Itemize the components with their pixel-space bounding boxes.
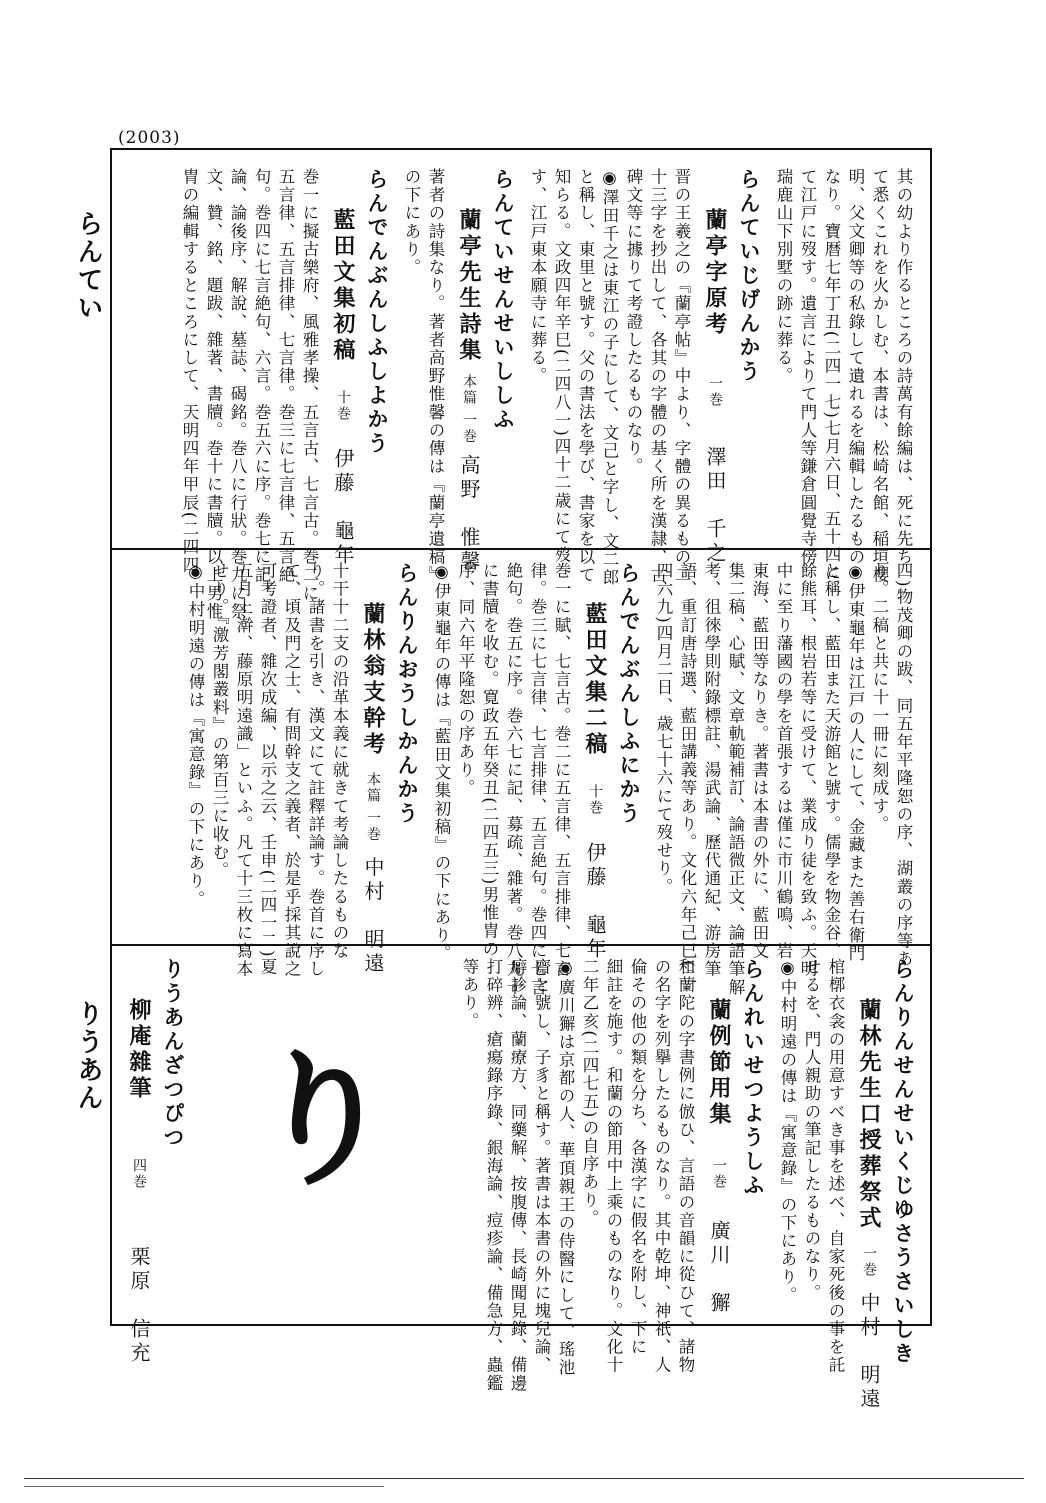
text-column: 晋の王羲之の『蘭亭帖』中より、字體の異るもの二 [672,168,691,585]
text-column: ◉中村明遠の傳は『寓意錄』の下にあり。 [186,562,205,909]
entry-volumes: 一巻 [861,1246,877,1278]
entry-title-column [856,998,882,1412]
entry-reading: らんでんぶんしふしよかう [365,168,389,456]
text-column: 棺槨衣衾の用意すべき事を述べ、自家死後の事を託 [826,958,845,1375]
text-column: 四六九)四月二日、歳七十六にて歿せり。 [654,562,673,896]
side-label-bottom: りうあん [73,1000,103,1112]
text-column: の下にあり。 [402,168,421,277]
text-column: 四)物茂卿の跋、同五年平隆恕の序、湖叢の序等あ [894,562,913,969]
text-column: 句。巻四に七言絶句、六言。巻五六に序。巻七に記、 [252,168,271,603]
text-column: なり。寶暦七年丁丑(二四一七)七月六日、五十四に [822,168,841,583]
entry-author: 澤田 千之 [703,446,727,566]
text-column: 知らる。文政四年辛巳(二四八一)四十二歳にて歿 [552,168,571,565]
entry-volumes: 本篇 一巻 [365,772,381,843]
text-column: 考、徂徠學則附錄標註、湯武論、歷代通紀、游房筆 [702,562,721,979]
entry-reading: りうあんざつぴつ [161,958,185,1150]
text-column: 集二稿、心賦、文章軌範補訂、論語微正文、論語筆解 [726,562,745,997]
text-column: 打碎辨、瘡瘍錄序錄、銀海論、痘疹論、備急方、蟲鑑 [484,958,503,1393]
entry-author: 高野 惟馨 [457,454,481,575]
entry-reading: らんりんおうしかんかう [395,562,419,826]
text-column: ◉伊東龜年の傳は『藍田文集初稿』の下にあり。 [432,562,451,963]
entry-title: 蘭亭先生詩集 [456,208,482,364]
text-column: て江戸に歿す。遺言によりて門人等鎌倉圓覺寺傍 [798,168,817,567]
text-column: り。諸書を引き、漢文にて註釋詳論す。巻首に序し [306,562,325,979]
text-column: 十三字を抄出して、各其の字體の基く所を漢隷、古 [648,168,667,585]
entry-volumes: 一巻 [707,376,723,408]
entry-title-column [360,602,386,977]
entry-author: 伊藤 龜年 [583,842,607,962]
text-column: 文、贊、銘、題跋、雜著、書牘。巻十に書牘。以上男惟 [204,168,223,621]
entry-reading: らんていじげんかう [737,168,761,384]
section-initial-kana: り [223,1040,399,1190]
text-column: せり。『激芳閣叢料』の第百三に收む。 [210,562,229,880]
entry-title: 藍田文集二稿 [582,602,608,758]
text-column: 序、同六年平隆恕の序あり。 [456,562,475,798]
text-column: に書牘を收む。寛政五年癸丑(二四五三)男惟胄の [480,562,499,959]
text-column: ◉中村明遠の傳は『寓意錄』の下にあり。 [778,958,797,1305]
entry-title: 柳庵雜筆 [126,998,152,1102]
text-column: り。二稿と共に十一冊に刻成す。 [870,562,889,834]
text-column: 倫その他の類を分ち、各漢字に假名を附し、下に [628,958,647,1357]
text-column: 和蘭陀の字書例に倣ひ、言語の音韻に從ひて、諸物 [676,958,695,1375]
text-column: 論、論後序、解說、墓誌、碣銘。巻八に行狀。巻九に祭 [228,168,247,621]
footer-rule [24,1478,1024,1479]
entry-volumes: 一巻 [711,1158,727,1190]
entry-title-column [330,208,356,568]
footer-rule-short [24,1486,384,1487]
text-column: 胄の編輯するところにして、天明四年甲辰(二四四 [180,168,199,575]
entry-title: 蘭林翁支幹考 [360,602,386,758]
text-column: 瑞鹿山下別墅の跡に葬る。 [774,168,793,386]
text-column: 著者の詩集なり。著者高野惟馨の傳は『蘭亭遺稿』 [426,168,445,585]
text-column: 二年乙亥(二四七五)の自序あり。 [580,958,599,1228]
text-column: 絶句。巻五に序。巻六七に記、募疏、雜著。巻八九十 [504,562,523,997]
text-column: 十干十二支の沿革本義に就きて考論したるものな [330,562,349,961]
text-column: と稱し、東里と號す。父の書法を學び、書家を以て [576,168,595,585]
text-column: ◉廣川獬は京都の人、華頂親王の侍醫にして、瑤池 [556,958,575,1377]
text-column: 可考證者、雜次成編、以示之云、壬申(二四一二)夏 [258,562,277,977]
entry-title-column [456,208,482,575]
entry-reading: らんれいせつようしふ [741,958,765,1198]
entry-reading: らんでんぶんしふにかう [617,562,641,826]
side-label-top: らんてい [73,210,103,322]
entry-author: 栗原 信充 [127,1246,151,1366]
entry-title-column [706,998,732,1316]
entry-title-column [126,998,152,1366]
entry-volumes: 十巻 [587,784,603,816]
entry-author: 中村 明遠 [857,1292,881,1412]
entry-author: 廣川 獬 [707,1220,731,1316]
text-column: て悉くこれを火かしむ、本書は、松崎名館、稲垣櫻 [870,168,889,585]
text-column: す、江戸東本願寺に葬る。 [528,168,547,386]
text-column: 癖診論、蘭療方、同藥解、按腹傳、長崎聞見錄、備邊 [508,958,527,1393]
text-column: 餘熊耳、根岩若等に受けて、業成り徒を致ふ。天明 [798,562,817,979]
text-column: 東海、藍田等なりき。著書は本書の外に、藍田文 [750,562,769,961]
text-column: ◉伊東龜年は江戸の人にして、金藏また善右衛門 [846,562,865,963]
text-column: 等あり。 [460,958,479,1031]
text-column: 五月上澣、藤原明遠識」といふ。凡て十三枚に寫本 [234,562,253,979]
text-column: の名字を列擧したるものなり。其中乾坤、神祇、人 [652,958,671,1375]
text-column: 其の幼より作るところの詩萬有餘編は、死に先ち [894,168,913,567]
text-column: 齋と號し、子豸と稱す。著書は本書の外に塊兒論、 [532,958,551,1375]
text-column: 細註を施す。和蘭の節用中上乘のものなり。文化十 [604,958,623,1375]
text-column: ◉澤田千之は東江の子にして、文己と字し、文二郎 [600,168,619,587]
text-column: 巻一に賦、七言古。巻二に五言律、五言排律、七言 [552,562,571,979]
text-column: 明、父文卿等の私錄して遺れるを編輯したるもの [846,168,865,567]
entry-volumes: 十巻 [335,390,351,422]
text-column: 五言律、五言排律、七言律。巻三に七言律、五言絶 [276,168,295,585]
text-column: 巻一に擬古樂府、風雅孝操、五言古、七言古。巻二に [300,168,319,603]
entry-reading: らんりんせんせいくじゆさうさいしき [891,958,915,1366]
entry-author: 伊藤 龜年 [331,448,355,568]
entry-title: 蘭林先生口授葬祭式 [856,998,882,1232]
entry-volumes: 四巻 [131,1158,147,1190]
text-column: 中に至り藩國の學を首張するは僅に市川鶴鳴、岩 [774,562,793,961]
entry-title: 藍田文集初稿 [330,208,356,364]
entry-title-column [582,602,608,962]
entry-title: 蘭亭字原考 [702,208,728,338]
text-column: せるを、門人親助の筆記したるものなり。 [802,958,821,1302]
entry-author: 中村 明遠 [361,856,385,977]
text-column: と稱し、藍田また天游館と號す。儒學を物金谷、 [822,562,841,961]
entry-title: 蘭例節用集 [706,998,732,1128]
entry-title-column [702,208,728,566]
page-number: (2003) [118,128,181,148]
entry-volumes: 本篇 一巻 [461,374,477,445]
text-column: 律。巻三に七言律、七言排律、五言絶句。巻四に七言 [528,562,547,997]
text-column: て、頃及門之士、有問幹支之義者、於是乎採其說之 [282,562,301,979]
text-column: 語、重訂唐詩選、藍田講義等あり。文化六年己巳(二 [678,562,697,987]
text-column: 碑文等に據りて考證したるものなり。 [624,168,643,476]
entry-reading: らんていせんせいししふ [491,168,515,432]
